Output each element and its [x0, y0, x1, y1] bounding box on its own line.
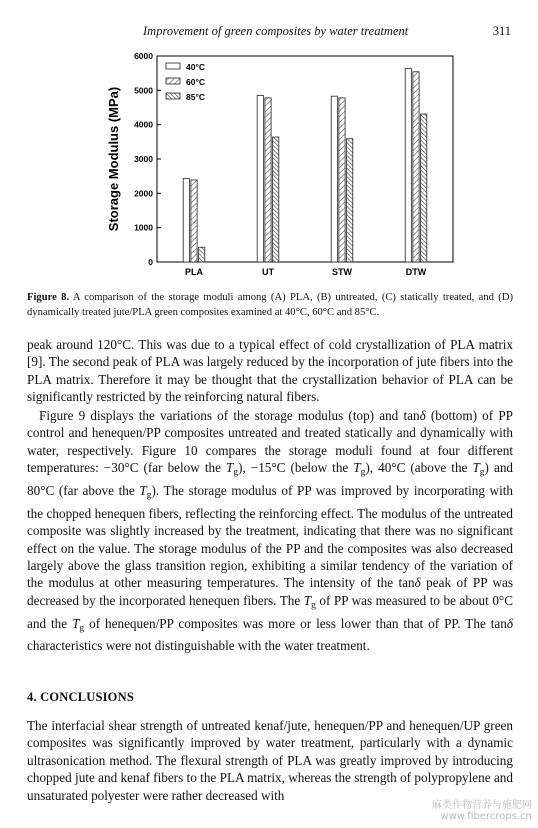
- x-tick-label: STW: [332, 267, 352, 277]
- legend-label: 60°C: [186, 77, 205, 87]
- p2-text: ) and 80°C (far above the: [27, 460, 514, 498]
- tg-subscript: g: [311, 600, 316, 611]
- legend-swatch: [166, 93, 180, 99]
- running-header: [0, 24, 538, 40]
- delta-symbol: δ: [419, 408, 426, 423]
- tg-subscript: g: [79, 622, 85, 633]
- y-tick-label: 6000: [134, 51, 153, 61]
- y-axis-label: Storage Modulus (MPa): [106, 86, 121, 232]
- bar-pla-2: [199, 247, 205, 262]
- y-tick-label: 1000: [134, 222, 153, 233]
- tg-symbol: T: [139, 483, 147, 498]
- bar-dtw-2: [421, 114, 427, 262]
- page-number: 311: [492, 24, 511, 38]
- paragraph-3: The interfacial shear strength of untreated kenaf/jute, henequen/PP and henequen/UP green composites was significantly improved by water treatment, particularly with a dynamic ultrasonication method. The flexural strength of PLA was greatly improved by introducing chopped jute and kenaf fibers to the PLA matrix, whereas the strength of polypropylene and unsaturated polyester were rather decreased with: [27, 718, 513, 803]
- p2-text: characteristics were not distinguishable with the water treatment.: [27, 638, 370, 654]
- p2-text: (bottom) of PP control and henequen/PP composites untreated and treated statically and dynamically with water, respectively. Figure 10 compares the storage moduli found at four different temperatures: −30°C (far below the: [27, 408, 513, 476]
- tg-subscript: g: [146, 490, 152, 501]
- running-title: Improvement of green composites by water treatment: [143, 24, 409, 38]
- delta-symbol: δ: [506, 615, 514, 631]
- bar-ut-1: [265, 98, 271, 262]
- y-tick-label: 0: [148, 257, 153, 267]
- x-tick-label: UT: [262, 267, 274, 277]
- bar-dtw-1: [413, 72, 419, 262]
- chart-svg: [95, 44, 465, 284]
- figure-caption: [27, 290, 513, 320]
- y-tick-label: 4000: [134, 119, 153, 130]
- delta-symbol: δ: [414, 575, 421, 591]
- bar-ut-2: [273, 137, 279, 262]
- x-tick-label: PLA: [185, 267, 203, 277]
- bar-stw-2: [347, 139, 353, 262]
- tg-symbol: T: [353, 460, 361, 476]
- bar-pla-1: [191, 180, 197, 262]
- bar-stw-0: [331, 96, 337, 262]
- y-tick-label: 2000: [134, 188, 153, 199]
- bar-dtw-0: [405, 68, 411, 262]
- p2-text: ), 40°C (above the: [365, 460, 473, 476]
- p2-text: ), −15°C (below the: [238, 460, 354, 476]
- figure-caption-text: A comparison of the storage moduli among (A) PLA, (B) untreated, (C) statically treated, and (D) dynamically treated jute/PLA green composites examined at 40°C, 60°C and 85°C.: [27, 292, 513, 318]
- x-tick-label: DTW: [405, 267, 427, 277]
- tg-symbol: T: [225, 460, 234, 476]
- p2-text: ). The storage modulus of PP was improved by incorporating with the chopped henequen fibers, reflecting the reinforcing effect. The modulus of the untreated composite was slightly increased by the treatment, indicating that there was no significant effect on the value. The storage modulus of the PP and the composites was also decreased largely above the glass transition region, exhibiting a similar tendency of the variation of the modulus at other measuring temperatures. The intensity of the tan: [27, 483, 513, 591]
- y-tick-label: 3000: [134, 154, 153, 164]
- tg-symbol: T: [303, 592, 312, 608]
- legend-swatch: [166, 78, 180, 84]
- tg-subscript: g: [233, 467, 239, 478]
- tg-subscript: g: [479, 467, 485, 478]
- tg-symbol: T: [472, 460, 480, 476]
- storage-modulus-bar-chart: [95, 44, 465, 284]
- y-tick-label: 5000: [134, 85, 153, 96]
- paragraph-2: [27, 407, 513, 655]
- section-heading: 4. CONCLUSIONS: [27, 690, 134, 704]
- tg-symbol: T: [72, 615, 80, 631]
- bar-stw-1: [339, 98, 345, 262]
- p2-text: of PP was measured to be about 0°C and the: [27, 592, 513, 631]
- tg-subscript: g: [360, 467, 366, 478]
- legend-label: 85°C: [186, 92, 205, 102]
- paragraph-1: peak around 120°C. This was due to a typical effect of cold crystallization of PLA matrix [9]. The second peak of PLA was largely reduced by the incorporation of jute fibers into the PLA matrix. Therefore it may be thought that the crystallization behavior of PLA can be significantly restricted by the reinforcing natural fibers.: [27, 337, 513, 405]
- watermark: [432, 800, 532, 822]
- watermark-line-1: 麻类作物营养与施肥网: [432, 800, 532, 811]
- legend-label: 40°C: [186, 62, 205, 72]
- bar-ut-0: [257, 95, 263, 262]
- figure-label: Figure 8.: [27, 292, 70, 303]
- p2-text: Figure 9 displays the variations of the storage modulus (top) and tan: [39, 408, 420, 423]
- watermark-line-2: www.fibercrops.cn: [440, 811, 532, 822]
- legend-swatch: [166, 63, 180, 69]
- bar-pla-0: [183, 179, 189, 262]
- p2-text: of henequen/PP composites was more or less lower than that of PP. The tan: [84, 615, 507, 631]
- p2-text: peak of PP was decreased by the incorporated henequen fibers. The: [27, 575, 513, 608]
